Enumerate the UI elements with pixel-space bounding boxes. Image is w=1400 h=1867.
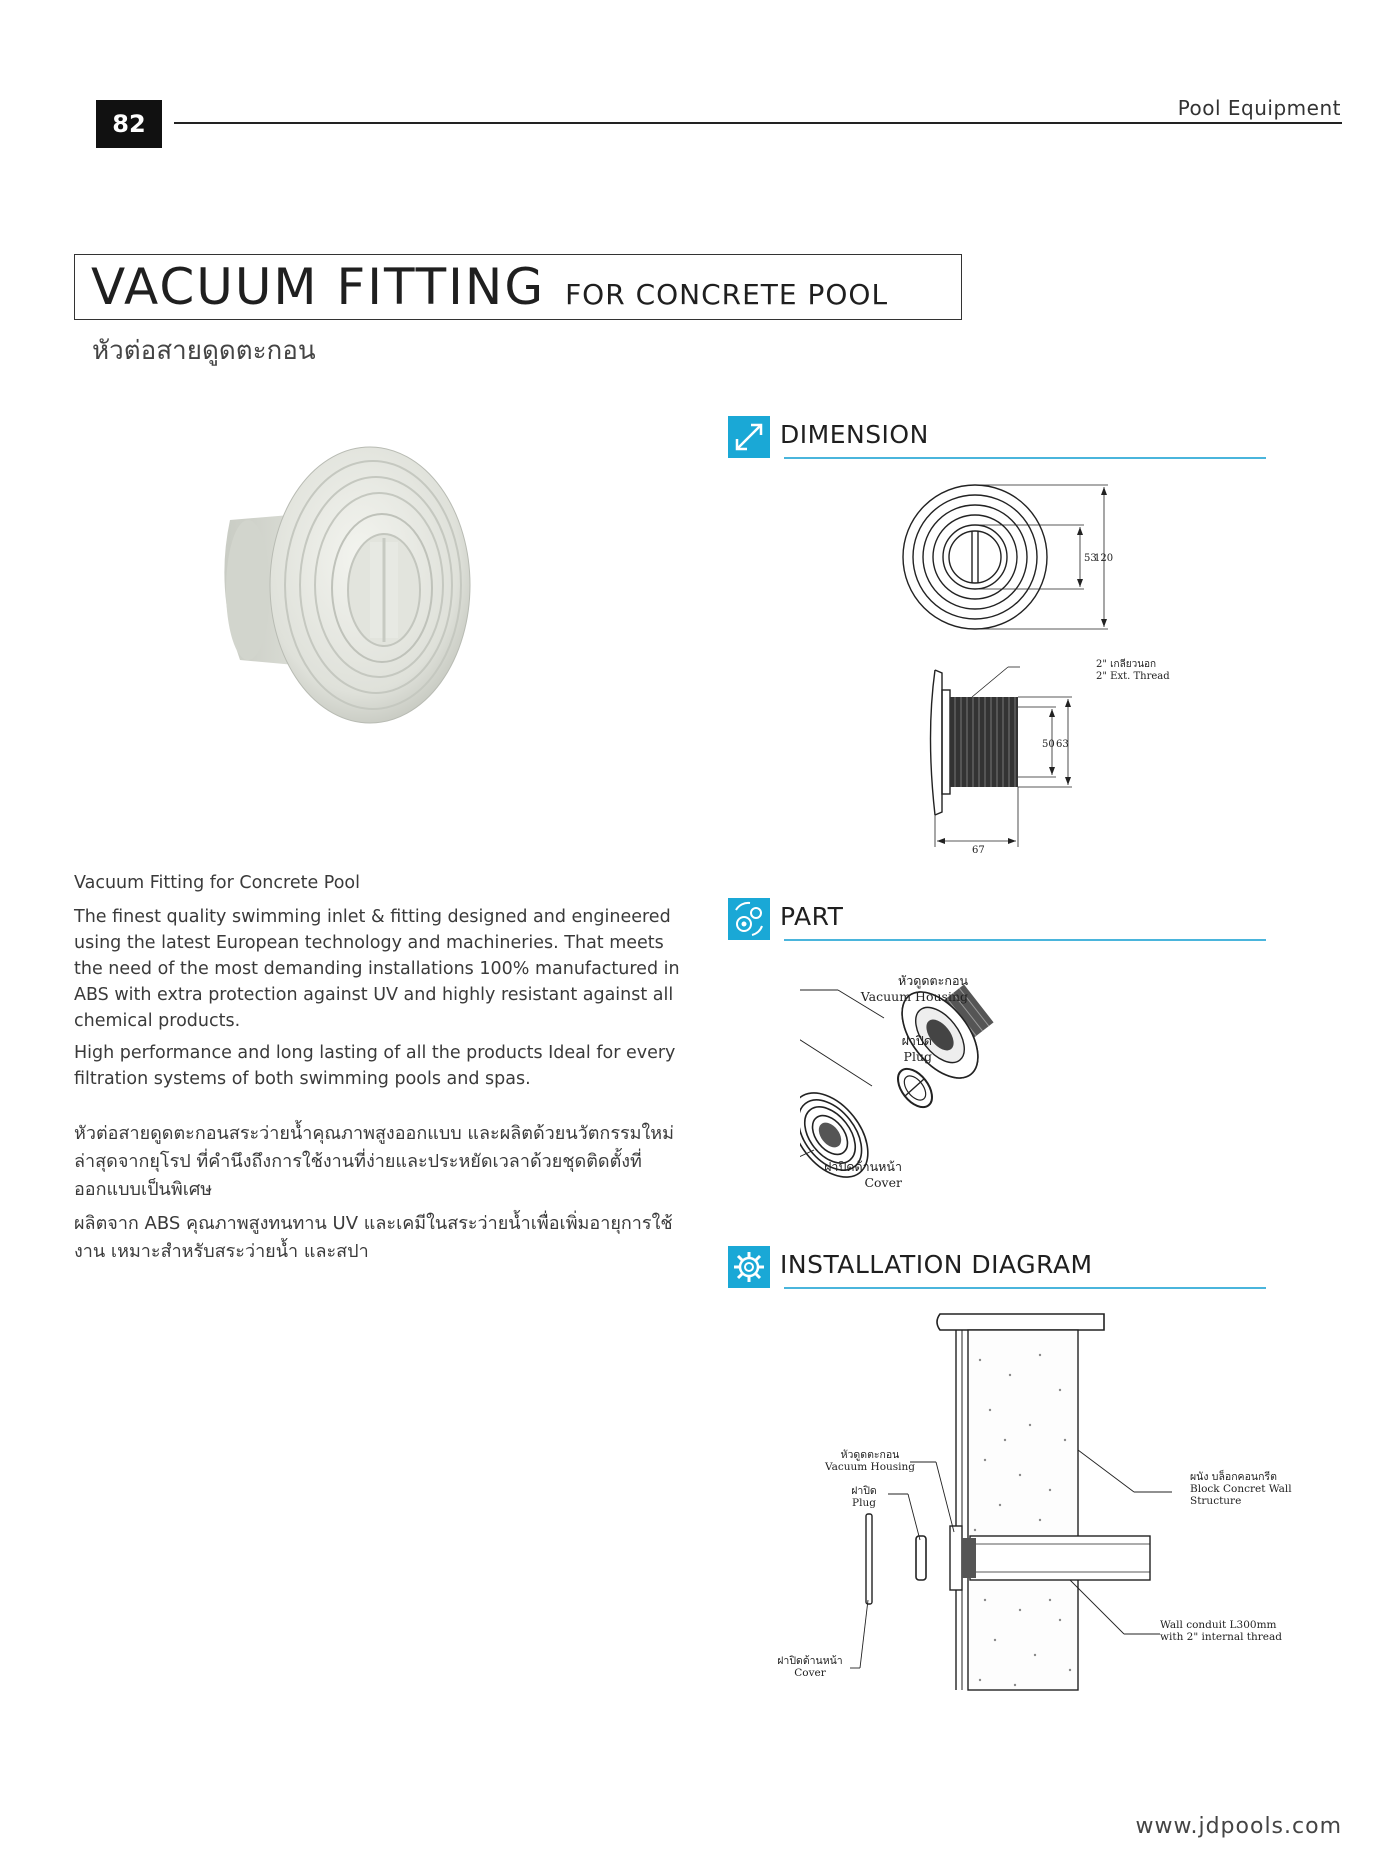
section-label: Pool Equipment [1177, 96, 1341, 120]
dim-thread-inner: 50 [1042, 739, 1055, 750]
install-conduit-2: with 2" internal thread [1160, 1631, 1283, 1643]
page-number: 82 [96, 100, 162, 148]
install-cover-en: Cover [794, 1667, 826, 1679]
dim-outer-diameter: 120 [1094, 553, 1114, 564]
part-housing-en: Vacuum Housing [860, 989, 968, 1004]
gear-cycle-icon [728, 898, 770, 940]
install-plug-thai: ฝาปิด [851, 1485, 877, 1497]
thai-description: หัวต่อสายดูดตะกอนสระว่ายน้ำคุณภาพสูงออกแบบ และผลิตด้วยนวัตกรรมใหม่ล่าสุดจากยุโรป ที่คำนึงถึงการใช้งานที่ง่ายและประหยัดเวลาด้วยชุดติดตั้งที่ออกแบบเป็นพิเศษ [74, 1123, 675, 1200]
section-rule [784, 939, 1266, 941]
section-title-installation: INSTALLATION DIAGRAM [780, 1250, 1093, 1279]
description-paragraph: High performance and long lasting of all the products Ideal for every filtration systems of both swimming pools and spas. [74, 1043, 676, 1089]
page-subtitle: FOR CONCRETE POOL [565, 278, 889, 311]
install-plug-en: Plug [852, 1497, 876, 1509]
part-plug-thai: ฝาปิด [901, 1033, 932, 1048]
part-plug-en: Plug [903, 1049, 932, 1064]
part-cover-thai: ฝาปิดด้านหน้า [824, 1159, 902, 1174]
section-title-part: PART [780, 902, 844, 931]
dim-length: 67 [972, 845, 985, 855]
header-rule [174, 122, 1342, 124]
install-conduit-1: Wall conduit L300mm [1160, 1619, 1277, 1631]
section-rule [784, 1287, 1266, 1289]
title-box [74, 254, 962, 320]
dim-inner-diameter: 53 [1084, 553, 1097, 564]
thai-title: หัวต่อสายดูดตะกอน [92, 336, 316, 366]
thai-description: ผลิตจาก ABS คุณภาพสูงทนทาน UV และเคมีในสระว่ายน้ำเพื่อเพิ่มอายุการใช้งาน เหมาะสำหรับสระว่ายน้ำ และสปา [74, 1213, 673, 1262]
resize-arrow-icon [728, 416, 770, 458]
install-housing-en: Vacuum Housing [824, 1461, 916, 1473]
section-title-dimension: DIMENSION [780, 420, 929, 449]
install-cover-thai: ฝาปิดด้านหน้า [777, 1655, 843, 1667]
thread-label-thai: 2" เกลียวนอก [1096, 659, 1157, 670]
page-title: VACUUM FITTING [91, 258, 546, 316]
gear-icon [728, 1246, 770, 1288]
thread-label-en: 2" Ext. Thread [1096, 671, 1170, 682]
dim-thread-outer: 63 [1056, 739, 1069, 750]
install-wall-en-1: Block Concret Wall [1190, 1483, 1292, 1495]
install-housing-thai: หัวดูดตะกอน [840, 1449, 900, 1461]
part-cover-en: Cover [864, 1175, 902, 1190]
section-rule [784, 457, 1266, 459]
footer-url: www.jdpools.com [1135, 1814, 1342, 1839]
install-wall-thai: ผนัง บล็อกคอนกรีต [1190, 1471, 1277, 1483]
part-labels [820, 965, 1020, 1205]
install-wall-en-2: Structure [1190, 1495, 1242, 1507]
part-housing-thai: หัวดูดตะกอน [898, 973, 968, 988]
dimension-diagram [890, 475, 1180, 855]
product-photo [210, 430, 500, 730]
installation-diagram [740, 1300, 1300, 1700]
description-heading: Vacuum Fitting for Concrete Pool [74, 873, 360, 893]
description-paragraph: The finest quality swimming inlet & fitting designed and engineered using the latest European technology and machineries. That meets the need of the most demanding installations 100% manufactured in ABS with extra protection against UV and highly resistant against all chemical products. [74, 907, 680, 1031]
